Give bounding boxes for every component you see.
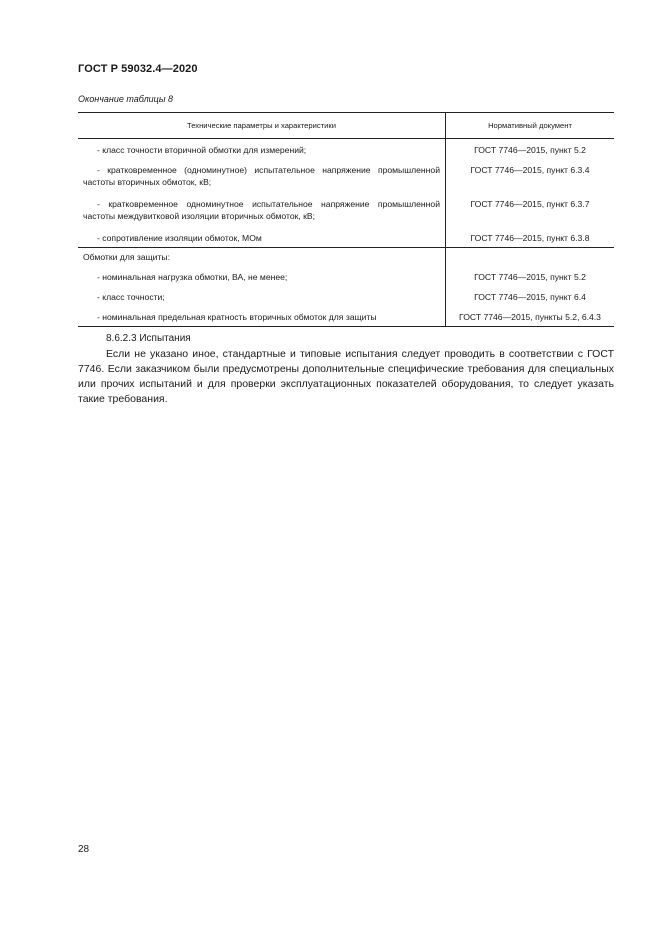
doc-cell: ГОСТ 7746—2015, пункт 5.2 bbox=[446, 268, 615, 288]
param-cell: - кратковременное (одноминутное) испытательное напряжение промышленной частоты вторичных обмоток, кВ; bbox=[83, 165, 440, 187]
column-header-document: Нормативный документ bbox=[446, 113, 615, 139]
table-row bbox=[78, 229, 614, 248]
group-title-cell: Обмотки для защиты: bbox=[83, 252, 170, 262]
column-header-parameters: Технические параметры и характеристики bbox=[78, 113, 446, 139]
table-row bbox=[78, 248, 614, 269]
document-code: ГОСТ Р 59032.4—2020 bbox=[78, 63, 198, 75]
doc-cell: ГОСТ 7746—2015, пункт 6.3.7 bbox=[446, 195, 615, 229]
param-cell: - класс точности; bbox=[97, 292, 165, 302]
page-number: 28 bbox=[78, 844, 90, 855]
param-cell: - кратковременное одноминутное испытательное напряжение промышленной частоты междувитковой изоляции вторичных обмоток, кВ; bbox=[83, 199, 440, 221]
specification-table bbox=[78, 112, 614, 327]
table-row bbox=[78, 139, 614, 162]
param-cell: - номинальная предельная кратность вторичных обмоток для защиты bbox=[78, 308, 446, 327]
table-row bbox=[78, 288, 614, 308]
section-heading: 8.6.2.3 Испытания bbox=[106, 333, 191, 344]
param-cell: - класс точности вторичной обмотки для измерений; bbox=[97, 145, 307, 155]
doc-cell: ГОСТ 7746—2015, пункт 6.4 bbox=[446, 288, 615, 308]
doc-cell: ГОСТ 7746—2015, пункт 5.2 bbox=[446, 139, 615, 162]
param-cell: - номинальная нагрузка обмотки, ВА, не менее; bbox=[97, 272, 288, 282]
param-cell: - сопротивление изоляции обмоток, МОм bbox=[78, 229, 446, 248]
table-row bbox=[78, 308, 614, 327]
table-caption: Окончание таблицы 8 bbox=[78, 94, 173, 104]
doc-cell: ГОСТ 7746—2015, пункты 5.2, 6.4.3 bbox=[446, 308, 615, 327]
doc-cell bbox=[446, 248, 615, 269]
section-paragraph: Если не указано иное, стандартные и типовые испытания следует проводить в соответствии с ГОСТ 7746. Если заказчиком были предусмотрены дополнительные специфические требования для специальных или прочих испытаний и для проверки эксплуатационных показателей оборудования, то следует указать такие требования. bbox=[78, 348, 614, 405]
doc-cell: ГОСТ 7746—2015, пункт 6.3.8 bbox=[446, 229, 615, 248]
table-row bbox=[78, 268, 614, 288]
doc-cell: ГОСТ 7746—2015, пункт 6.3.4 bbox=[446, 161, 615, 195]
table-row bbox=[78, 161, 614, 195]
table-row bbox=[78, 195, 614, 229]
table-header-row bbox=[78, 113, 614, 139]
